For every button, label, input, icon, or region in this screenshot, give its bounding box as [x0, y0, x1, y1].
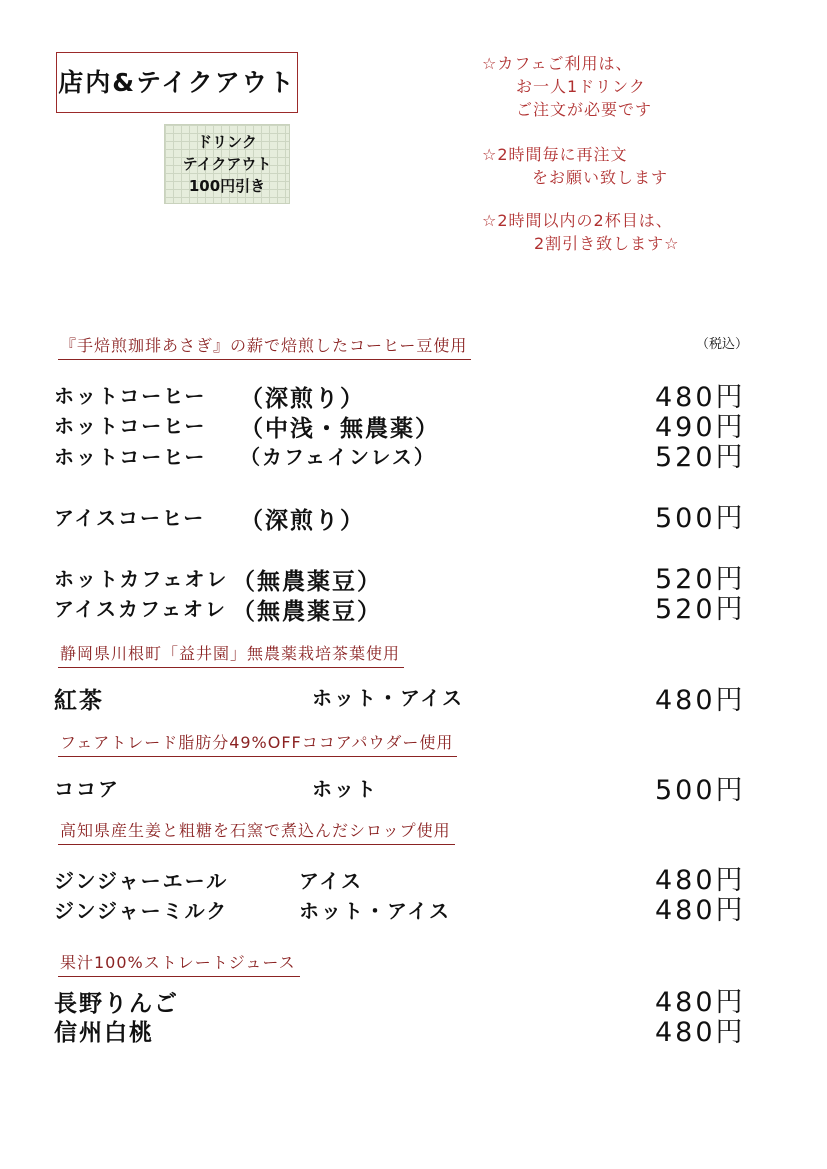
note-line: 2割引き致します☆: [534, 234, 680, 253]
item-name: ホットカフェオレ: [54, 567, 229, 591]
item-name: ホットコーヒー: [54, 414, 207, 438]
item-price: 480円: [655, 865, 746, 896]
item-price: 480円: [655, 685, 746, 716]
menu-item-hot-coffee-deep: [54, 380, 365, 412]
note-line: お一人1ドリンク: [516, 77, 646, 96]
item-name: ジンジャーエール: [54, 869, 229, 893]
item-name: ホットコーヒー: [54, 445, 207, 469]
item-option: （深煎り）: [240, 508, 365, 534]
note-reorder: [482, 143, 668, 189]
note-line: ☆2時間以内の2杯目は、: [482, 211, 673, 230]
note-line: ご注文が必要です: [516, 100, 653, 119]
item-name: ココア: [54, 777, 120, 801]
item-option: ホット: [312, 777, 378, 801]
item-price: 480円: [655, 895, 746, 926]
item-name: 長野りんご: [54, 991, 179, 1017]
item-price: 520円: [655, 594, 746, 625]
menu-item-hot-cafe-au-lait: [54, 563, 382, 595]
item-price: 480円: [655, 1017, 746, 1048]
note-second-cup: [482, 209, 680, 255]
note-line: ☆カフェご利用は、: [482, 54, 633, 73]
item-option: （無農薬豆）: [232, 599, 382, 625]
menu-item-hot-coffee-decaf: [54, 441, 436, 470]
badge-line: ドリンク: [197, 133, 257, 151]
item-name: 紅茶: [54, 688, 104, 714]
item-name: 信州白桃: [54, 1020, 154, 1046]
item-option: （無農薬豆）: [232, 569, 382, 595]
item-price: 490円: [655, 412, 746, 443]
page-title: 店内&テイクアウト: [56, 52, 298, 113]
item-price: 480円: [655, 987, 746, 1018]
badge-line: テイクアウト: [182, 155, 272, 173]
menu-item-shinshu-peach: [54, 1014, 154, 1047]
tax-included-note: （税込）: [696, 337, 749, 352]
item-option: ホット・アイス: [312, 686, 464, 710]
item-price: 500円: [655, 503, 746, 534]
section-heading-cocoa: フェアトレード脂肪分49%OFFココアパウダー使用: [58, 730, 457, 757]
menu-item-cocoa: [54, 773, 378, 802]
badge-line: 100円引き: [188, 177, 266, 195]
item-price: 480円: [655, 382, 746, 413]
note-line: ☆2時間毎に再注文: [482, 145, 628, 164]
item-option: （中浅・無農薬）: [240, 416, 440, 442]
menu-item-iced-cafe-au-lait: [54, 593, 382, 625]
takeout-discount-badge: [164, 124, 290, 204]
item-option: （カフェインレス）: [240, 445, 436, 469]
section-heading-ginger: 高知県産生姜と粗糖を石窯で煮込んだシロップ使用: [58, 818, 455, 845]
item-price: 520円: [655, 564, 746, 595]
menu-item-ginger-ale: [54, 865, 363, 894]
item-name: アイスカフェオレ: [54, 597, 227, 621]
item-option: ホット・アイス: [299, 899, 451, 923]
note-line: をお願い致します: [532, 168, 669, 187]
section-heading-tea: 静岡県川根町「益井園」無農薬栽培茶葉使用: [58, 641, 404, 668]
section-heading-juice: 果汁100%ストレートジュース: [58, 950, 300, 977]
item-price: 520円: [655, 442, 746, 473]
menu-item-iced-coffee: [54, 502, 365, 534]
item-name: アイスコーヒー: [54, 506, 206, 530]
item-price: 500円: [655, 775, 746, 806]
item-option: アイス: [299, 869, 363, 893]
menu-item-hot-coffee-medium: [54, 410, 440, 442]
menu-item-ginger-milk: [54, 895, 451, 924]
item-name: ホットコーヒー: [54, 384, 207, 408]
item-name: ジンジャーミルク: [54, 899, 229, 923]
item-option: （深煎り）: [240, 386, 365, 412]
section-heading-coffee: 『手焙煎珈琲あさぎ』の薪で焙煎したコーヒー豆使用: [58, 333, 471, 360]
note-one-drink: [482, 52, 652, 121]
menu-item-black-tea: [54, 682, 464, 715]
